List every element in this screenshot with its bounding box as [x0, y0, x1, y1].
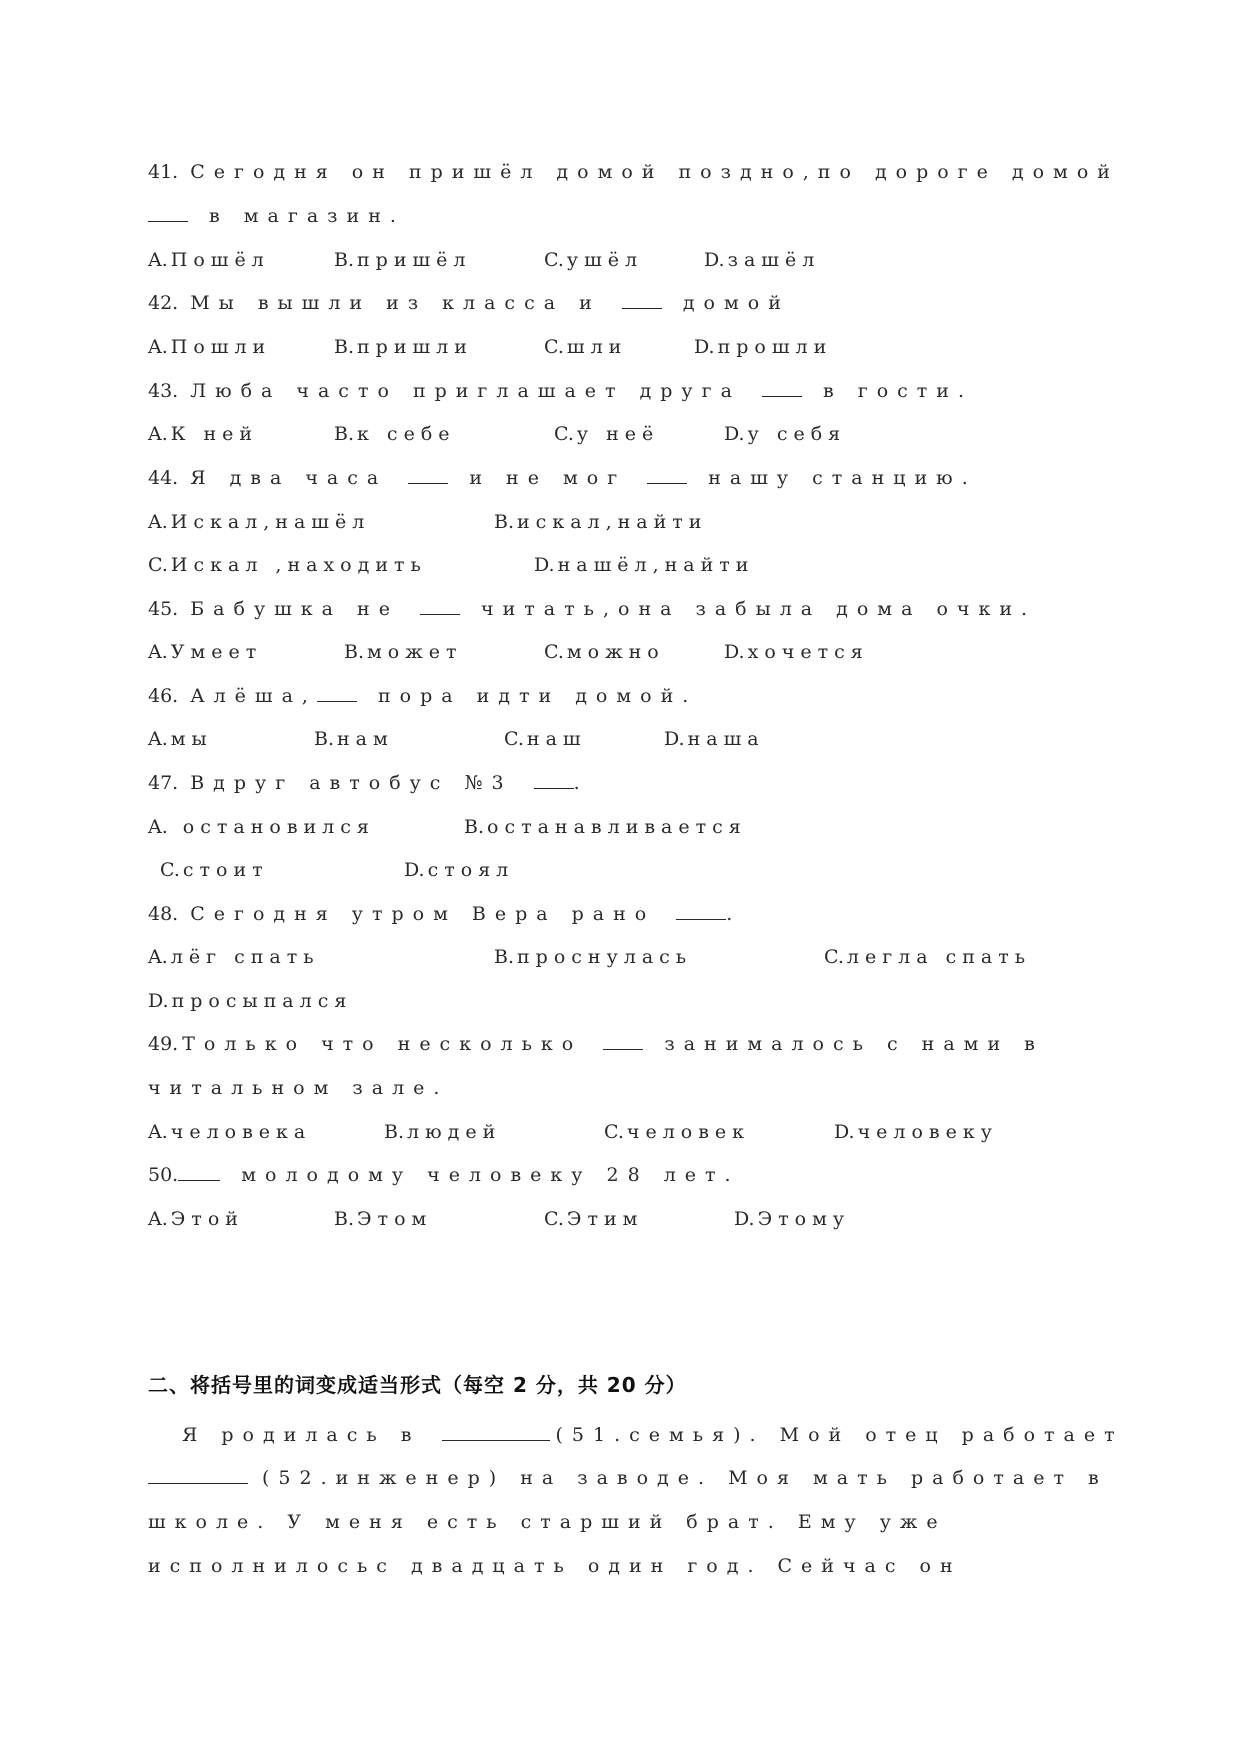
option-text: мы: [170, 728, 213, 750]
option-letter: B.: [314, 728, 335, 750]
option-d[interactable]: [704, 246, 820, 274]
option-letter: B.: [334, 1208, 355, 1230]
option-text: останавливается: [487, 816, 747, 838]
option-d[interactable]: [664, 725, 765, 753]
option-letter: A.: [148, 728, 168, 750]
option-letter: B.: [494, 511, 515, 533]
answer-blank[interactable]: [676, 900, 726, 920]
option-d[interactable]: [404, 856, 514, 884]
option-letter: A.: [148, 1208, 168, 1230]
question-text: пора идти домой.: [378, 685, 698, 707]
question-49-continued: [148, 1074, 1093, 1102]
option-text: Этом: [357, 1208, 433, 1230]
option-text: Искал ,находить: [170, 554, 427, 576]
option-letter: D.: [734, 1208, 755, 1230]
passage-text: Я родилась в: [182, 1424, 421, 1446]
question-text: Люба часто приглашает друга: [190, 380, 741, 402]
option-text: Пошли: [170, 336, 272, 358]
question-text: Сегодня он пришёл домой поздно,по дороге домой: [190, 161, 1119, 183]
question-text: и не мог: [469, 467, 627, 489]
option-letter: A.: [148, 1121, 168, 1143]
option-text: наш: [526, 728, 587, 750]
option-text: пришли: [357, 336, 473, 358]
option-letter: C.: [544, 641, 564, 663]
option-letter: A.: [148, 946, 168, 968]
answer-blank[interactable]: [647, 464, 687, 484]
option-letter: D.: [404, 859, 425, 881]
option-a[interactable]: [148, 1205, 244, 1233]
option-d[interactable]: [694, 333, 832, 361]
passage-line-4: [148, 1552, 1093, 1580]
passage-line-3: [148, 1508, 1093, 1536]
option-letter: C.: [544, 336, 564, 358]
option-letter: C.: [148, 554, 168, 576]
option-text: остановился: [170, 816, 375, 838]
option-text: может: [367, 641, 463, 663]
option-text: Этим: [566, 1208, 644, 1230]
option-letter: D.: [148, 990, 169, 1012]
option-c[interactable]: [504, 725, 587, 753]
answer-blank[interactable]: [408, 464, 448, 484]
option-letter: A.: [148, 816, 168, 838]
option-c[interactable]: [604, 1118, 750, 1146]
passage-text: школе. У меня есть старший брат. Ему уже: [148, 1511, 947, 1533]
option-letter: C.: [554, 423, 574, 445]
question-text: Бабушка не: [190, 598, 399, 620]
option-letter: D.: [664, 728, 685, 750]
question-text: Мы вышли из класса и: [190, 292, 601, 314]
passage-line-1: [148, 1421, 1124, 1449]
question-text: в гости.: [823, 380, 973, 402]
option-letter: A.: [148, 423, 168, 445]
option-a[interactable]: [148, 508, 370, 536]
passage-text: (52.инженер) на заводе. Моя мать работает в: [262, 1467, 1108, 1489]
option-text: человека: [170, 1121, 312, 1143]
option-text: прошли: [717, 336, 833, 358]
option-b[interactable]: [334, 333, 473, 361]
option-text: шли: [566, 336, 628, 358]
question-number: 43.: [148, 380, 179, 402]
question-number: 47.: [148, 772, 179, 794]
option-c[interactable]: [544, 333, 627, 361]
option-letter: B.: [334, 336, 355, 358]
option-text: нашёл,найти: [557, 554, 755, 576]
option-a[interactable]: [148, 333, 271, 361]
question-text: Сегодня утром Вера рано: [190, 903, 656, 925]
question-number: 50.: [148, 1164, 179, 1186]
option-a[interactable]: [148, 638, 262, 666]
option-a[interactable]: [148, 943, 320, 971]
option-text: Умеет: [170, 641, 263, 663]
option-letter: C.: [544, 1208, 564, 1230]
option-letter: A.: [148, 336, 168, 358]
question-text: Вдруг автобус №3: [190, 772, 513, 794]
option-a[interactable]: [148, 420, 258, 448]
question-text: молодому человеку 28 лет.: [241, 1164, 740, 1186]
option-c[interactable]: [544, 1205, 643, 1233]
section-heading: 二、将括号里的词变成适当形式（每空 2 分，共 20 分）: [148, 1373, 687, 1397]
option-text: стоял: [427, 859, 515, 881]
option-letter: B.: [464, 816, 485, 838]
option-text: пришёл: [357, 249, 472, 271]
option-d[interactable]: [724, 638, 869, 666]
question-41-continued: [148, 202, 1093, 230]
option-letter: C.: [160, 859, 180, 881]
option-letter: D.: [724, 641, 745, 663]
question-number: 49.: [148, 1033, 179, 1055]
option-c[interactable]: [554, 420, 659, 448]
option-letter: A.: [148, 641, 168, 663]
question-number: 48.: [148, 903, 179, 925]
question-text: .: [573, 772, 589, 794]
option-letter: A.: [148, 511, 168, 533]
option-letter: D.: [834, 1121, 855, 1143]
answer-blank-52[interactable]: [148, 1464, 248, 1484]
option-b[interactable]: [464, 813, 747, 841]
option-text: человеку: [857, 1121, 998, 1143]
question-50: [148, 1161, 1093, 1189]
option-text: можно: [566, 641, 665, 663]
question-46: [148, 682, 1093, 710]
option-d[interactable]: [734, 1205, 850, 1233]
option-a[interactable]: [148, 725, 213, 753]
question-number: 44.: [148, 467, 179, 489]
option-b[interactable]: [334, 246, 471, 274]
option-a[interactable]: [148, 1118, 311, 1146]
option-text: у неё: [576, 423, 660, 445]
question-text: читальном зале.: [148, 1077, 449, 1099]
option-d[interactable]: [148, 987, 352, 1015]
option-letter: B.: [334, 423, 355, 445]
answer-blank[interactable]: [603, 1030, 643, 1050]
question-text: нашу станцию.: [708, 467, 977, 489]
option-text: Этому: [757, 1208, 851, 1230]
option-text: к себе: [357, 423, 456, 445]
option-text: наша: [687, 728, 765, 750]
option-text: зашёл: [727, 249, 821, 271]
option-text: человек: [626, 1121, 751, 1143]
answer-blank[interactable]: [534, 769, 574, 789]
option-c[interactable]: [160, 856, 269, 884]
passage-text: исполнилосьс двадцать один год. Сейчас он: [148, 1555, 962, 1577]
option-b[interactable]: [314, 725, 394, 753]
option-b[interactable]: [334, 420, 456, 448]
option-text: легла спать: [846, 946, 1032, 968]
option-text: стоит: [182, 859, 269, 881]
question-49: [148, 1030, 1093, 1058]
option-text: проснулась: [517, 946, 693, 968]
option-c[interactable]: [824, 943, 1031, 971]
option-letter: B.: [334, 249, 355, 271]
option-d[interactable]: [724, 420, 846, 448]
option-text: ушёл: [566, 249, 644, 271]
question-number: 45.: [148, 598, 179, 620]
question-number: 42.: [148, 292, 179, 314]
option-text: хочется: [747, 641, 869, 663]
question-text: занималось с нами в: [664, 1033, 1044, 1055]
option-b[interactable]: [384, 1118, 501, 1146]
question-number: 46.: [148, 685, 179, 707]
option-c[interactable]: [148, 551, 427, 579]
option-text: искал,найти: [517, 511, 708, 533]
option-text: нам: [337, 728, 394, 750]
option-text: К ней: [170, 423, 259, 445]
question-41: [148, 158, 1119, 186]
question-text: Алёша,: [190, 685, 317, 707]
option-b[interactable]: [494, 943, 692, 971]
option-text: Искал,нашёл: [170, 511, 371, 533]
answer-blank[interactable]: [762, 377, 802, 397]
question-44: [148, 464, 1093, 492]
question-text: читать,она забыла дома очки.: [481, 598, 1037, 620]
option-text: людей: [407, 1121, 502, 1143]
question-number: 41.: [148, 161, 179, 183]
answer-blank[interactable]: [317, 682, 357, 702]
answer-blank[interactable]: [178, 1161, 220, 1181]
question-text: .: [726, 903, 742, 925]
option-letter: A.: [148, 249, 168, 271]
question-42: [148, 289, 1093, 317]
answer-blank[interactable]: [148, 202, 188, 222]
answer-blank[interactable]: [420, 595, 460, 615]
answer-blank[interactable]: [622, 289, 662, 309]
option-c[interactable]: [544, 246, 643, 274]
option-letter: D.: [694, 336, 715, 358]
option-letter: B.: [494, 946, 515, 968]
question-text: домой: [682, 292, 790, 314]
option-letter: C.: [504, 728, 524, 750]
option-letter: B.: [344, 641, 365, 663]
option-letter: C.: [824, 946, 844, 968]
answer-blank-51[interactable]: [442, 1421, 550, 1441]
option-text: Этой: [170, 1208, 244, 1230]
option-text: Пошёл: [170, 249, 270, 271]
question-48: [148, 900, 1093, 928]
option-letter: C.: [544, 249, 564, 271]
option-d[interactable]: [834, 1118, 998, 1146]
option-c[interactable]: [544, 638, 665, 666]
question-45: [148, 595, 1093, 623]
option-d[interactable]: [534, 551, 754, 579]
option-a[interactable]: [148, 246, 270, 274]
option-text: просыпался: [171, 990, 353, 1012]
question-47: [148, 769, 1093, 797]
option-letter: D.: [704, 249, 725, 271]
option-letter: D.: [724, 423, 745, 445]
option-text: у себя: [747, 423, 847, 445]
question-text: в магазин.: [209, 205, 405, 227]
passage-line-2: [148, 1464, 1108, 1492]
option-b[interactable]: [494, 508, 707, 536]
option-b[interactable]: [344, 638, 462, 666]
option-a[interactable]: [148, 813, 375, 841]
option-text: лёг спать: [170, 946, 320, 968]
option-letter: B.: [384, 1121, 405, 1143]
option-letter: D.: [534, 554, 555, 576]
option-letter: C.: [604, 1121, 624, 1143]
option-b[interactable]: [334, 1205, 432, 1233]
passage-text: (51.семья). Мой отец работает: [555, 1424, 1124, 1446]
question-text: Я два часа: [190, 467, 388, 489]
question-43: [148, 377, 1093, 405]
question-text: Только что несколько: [182, 1033, 583, 1055]
